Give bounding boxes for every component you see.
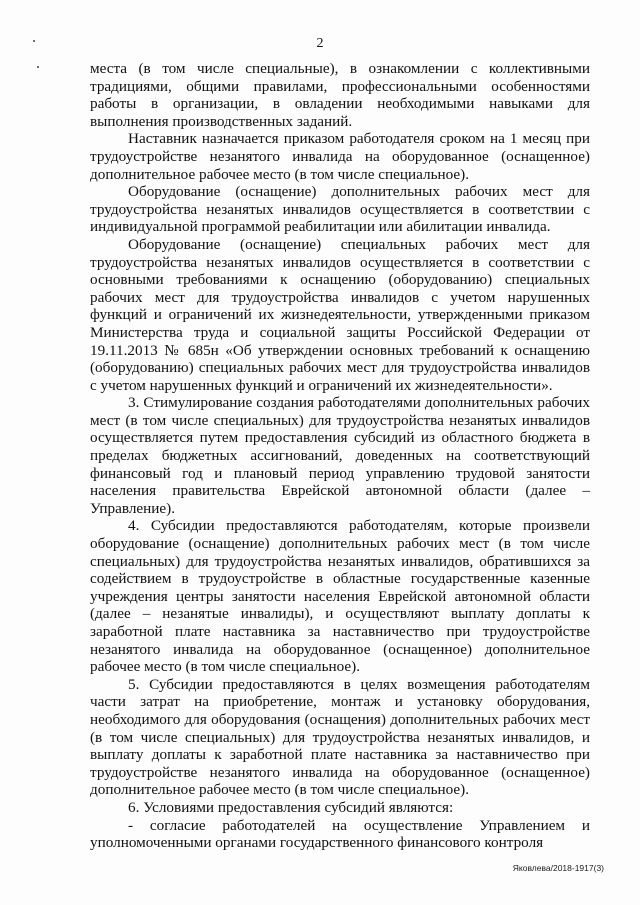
- paragraph: 4. Субсидии предоставляются работодателям, которые произвели оборудование (оснащение) дополнительных рабочих мест (в том числе специальных) для трудоустройства незанятых инвалидов, обратившихся за содействием в трудоустройстве в областные государственные казенные учреждения центры занятости населения Еврейской автономной области (далее – незанятые инвалиды), и осуществляют выплату доплаты к заработной плате наставника за наставничество при трудоустройстве незанятого инвалида на оборудованное (оснащенное) дополнительное рабочее место (в том числе специальное).: [90, 517, 590, 676]
- paragraph: Оборудование (оснащение) специальных рабочих мест для трудоустройства незанятых инвалидов осуществляется в соответствии с основными требованиями к оснащению (оборудованию) специальных рабочих мест для трудоустройства инвалидов с учетом нарушенных функций и ограничений их жизнедеятельности, утвержденными приказом Министерства труда и социальной защиты Российской Федерации от 19.11.2013 № 685н «Об утверждении основных требований к оснащению (оборудованию) специальных рабочих мест для трудоустройства инвалидов с учетом нарушенных функций и ограничений их жизнедеятельности».: [90, 235, 590, 394]
- document-body: [90, 60, 590, 852]
- paragraph: 3. Стимулирование создания работодателями дополнительных рабочих мест (в том числе специальных) для трудоустройства незанятых инвалидов осуществляется путем предоставления субсидий из областного бюджета в пределах бюджетных ассигнований, доведенных на соответствующий финансовый год и плановый период управлению трудовой занятости населения правительства Еврейской автономной области (далее – Управление).: [90, 394, 590, 517]
- paragraph: 6. Условиями предоставления субсидий являются:: [128, 798, 454, 816]
- paragraph: Оборудование (оснащение) дополнительных рабочих мест для трудоустройства незанятых инвалидов осуществляется в соответствии с индивидуальной программой реабилитации или абилитации инвалида.: [90, 183, 590, 236]
- paragraph: места (в том числе специальные), в ознакомлении с коллективными традициями, общими правилами, профессиональными особенностями работы в организации, в овладении необходимыми навыками для выполнения производственных заданий.: [90, 60, 590, 130]
- paragraph: 5. Субсидии предоставляются в целях возмещения работодателям части затрат на приобретение, монтаж и установку оборудования, необходимого для оборудования (оснащения) дополнительных рабочих мест (в том числе специальных) для трудоустройства незанятых инвалидов, и выплату доплаты к заработной плате наставника за наставничество при трудоустройстве незанятого инвалида на оборудованное (оснащенное) дополнительное рабочее место (в том числе специальное).: [90, 675, 590, 799]
- paragraph: Наставник назначается приказом работодателя сроком на 1 месяц при трудоустройстве незанятого инвалида на оборудованное (оснащенное) дополнительное рабочее место (в том числе специальное).: [90, 130, 590, 183]
- paragraph: - согласие работодателей на осуществление Управлением и уполномоченными органами государственного финансового контроля: [90, 816, 590, 852]
- document-footer-code: Яковлева/2018-1917(3): [512, 863, 604, 873]
- page-number: 2: [316, 36, 324, 51]
- scan-speck: [37, 66, 39, 68]
